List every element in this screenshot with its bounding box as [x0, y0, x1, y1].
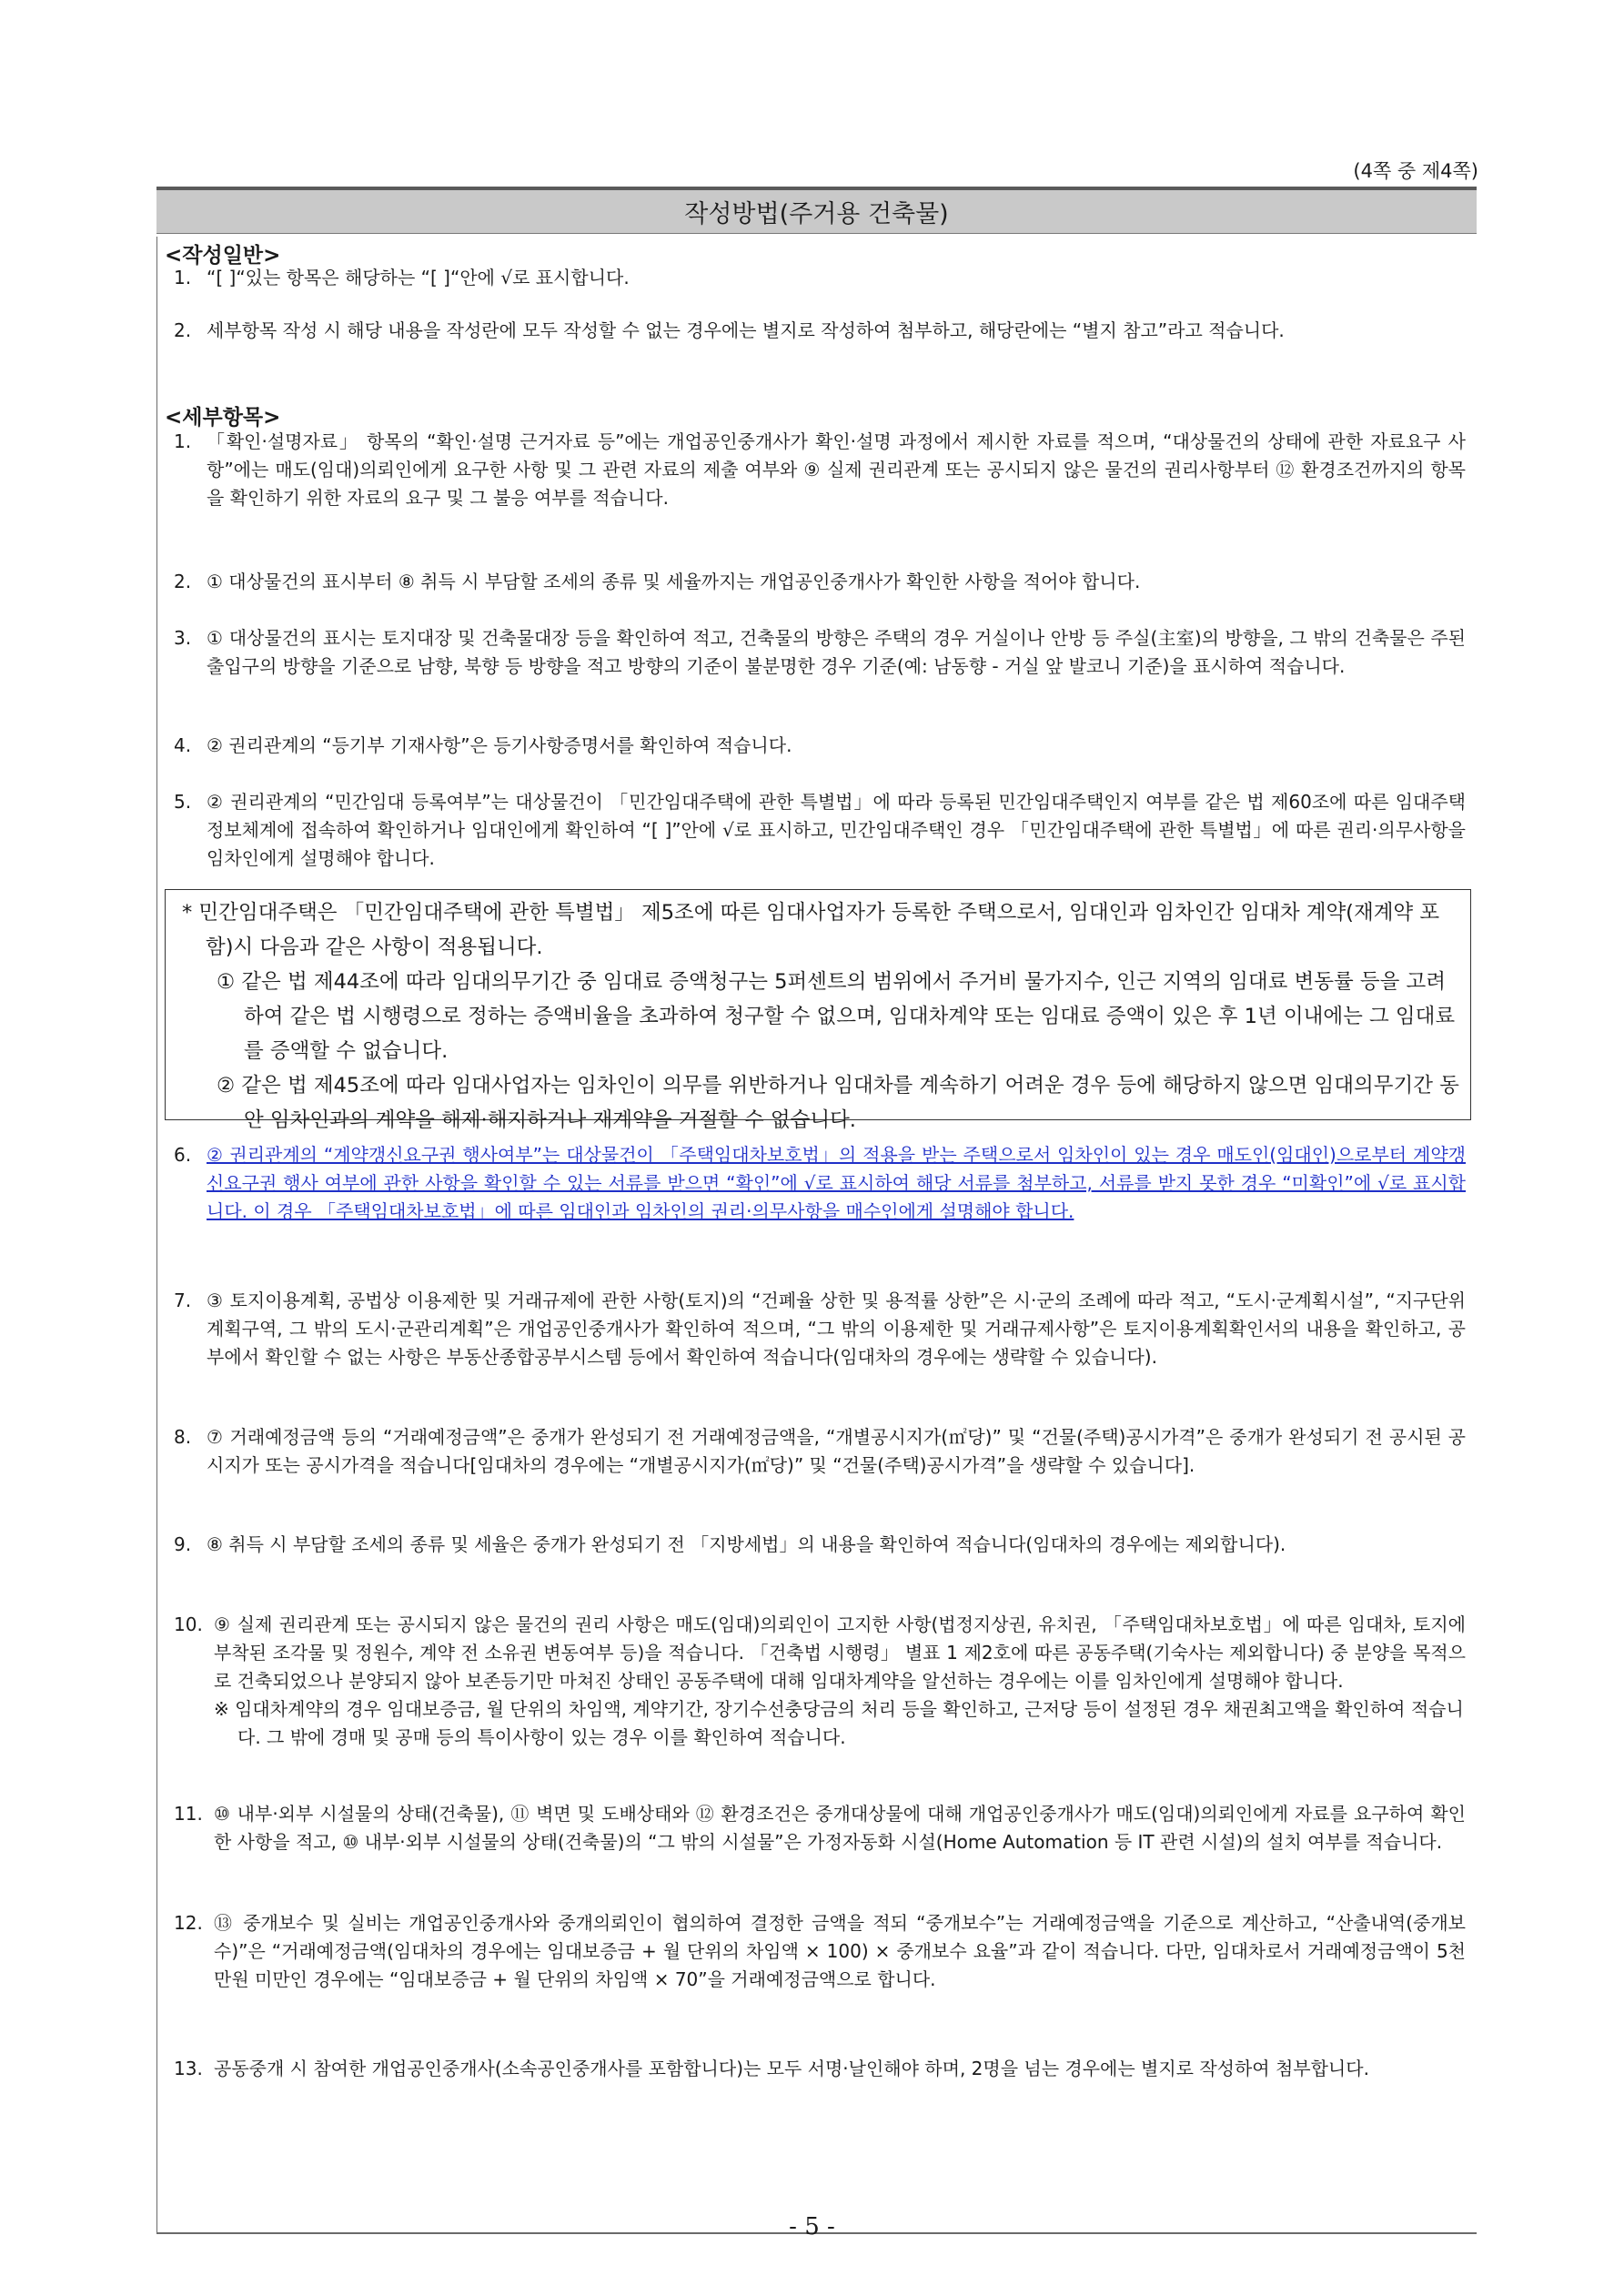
- item-text-link[interactable]: ② 권리관계의 “계약갱신요구권 행사여부”는 대상물건이 「주택임대차보호법」의 적용을 받는 주택으로서 임차인이 있는 경우 매도인(임대인)으로부터 계약갱신요구권 행사 여부에 관한 사항을 확인할 수 있는 서류를 받으면 “확인”에 √로 표시하여 해당 서류를 첨부하고, 서류를 받지 못한 경우 “미확인”에 √로 표시합니다. 이 경우 「주택임대차보호법」에 따른 임대인과 임차인의 권리·의무사항을 매수인에게 설명해야 합니다.: [207, 1144, 1466, 1222]
- item-text: ① 대상물건의 표시부터 ⑧ 취득 시 부담할 조세의 종류 및 세율까지는 개업공인중개사가 확인한 사항을 적어야 합니다.: [207, 571, 1141, 592]
- item-note: ※ 임대차계약의 경우 임대보증금, 월 단위의 차임액, 계약기간, 장기수선충당금의 처리 등을 확인하고, 근저당 등이 설정된 경우 채권최고액을 확인하여 적습니다. 그 밖에 경매 및 공매 등의 특이사항이 있는 경우 이를 확인하여 적습니다.: [214, 1698, 1464, 1748]
- item-number: 13.: [174, 2058, 203, 2079]
- item-text: ① 대상물건의 표시는 토지대장 및 건축물대장 등을 확인하여 적고, 건축물의 방향은 주택의 경우 거실이나 안방 등 주실(主室)의 방향을, 그 밖의 건축물은 주된 출입구의 방향을 기준으로 남향, 북향 등 방향을 적고 방향의 기준이 불분명한 경우 기준(예: 남동향 - 거실 앞 발코니 기준)을 표시하여 적습니다.: [207, 627, 1466, 677]
- item-text: ⑨ 실제 권리관계 또는 공시되지 않은 물건의 권리 사항은 매도(임대)의뢰인이 고지한 사항(법정지상권, 유치권, 「주택임대차보호법」에 따른 임대차, 토지에 부착된 조각물 및 정원수, 계약 전 소유권 변동여부 등)을 적습니다. 「건축법 시행령」 별표 1 제2호에 따른 공동주택(기숙사는 제외합니다) 중 분양을 목적으로 건축되었으나 분양되지 않아 보존등기만 마쳐진 상태인 공동주택에 대해 임대차계약을 알선하는 경우에는 이를 임차인에게 설명해야 합니다.: [214, 1613, 1466, 1692]
- item-number: 3.: [174, 627, 192, 649]
- item-number: 1.: [174, 430, 192, 452]
- detail-item-7: [174, 1287, 1466, 1371]
- detail-heading: <세부항목>: [165, 406, 281, 430]
- item-text: ⑦ 거래예정금액 등의 “거래예정금액”은 중개가 완성되기 전 거래예정금액을, “개별공시지가(㎡당)” 및 “건물(주택)공시가격”은 중개가 완성되기 전 공시된 공시지가 또는 공시가격을 적습니다[임대차의 경우에는 “개별공시지가(㎡당)” 및 “건물(주택)공시가격”을 생략할 수 있습니다].: [207, 1426, 1466, 1476]
- rental-housing-notice-box: [165, 889, 1471, 1132]
- item-text: 세부항목 작성 시 해당 내용을 작성란에 모두 작성할 수 없는 경우에는 별지로 작성하여 첨부하고, 해당란에는 “별지 참고”라고 적습니다.: [207, 319, 1285, 341]
- item-text: ⑬ 중개보수 및 실비는 개업공인중개사와 중개의뢰인이 협의하여 결정한 금액을 적되 “중개보수”는 거래예정금액을 기준으로 계산하고, “산출내역(중개보수)”은 “거래예정금액(임대차의 경우에는 임대보증금 + 월 단위의 차임액 × 100) × 중개보수 요율”과 같이 적습니다. 다만, 임대차로서 거래예정금액이 5천만원 미만인 경우에는 “임대보증금 + 월 단위의 차임액 × 70”을 거래예정금액으로 합니다.: [214, 1912, 1466, 1990]
- item-text: 공동중개 시 참여한 개업공인중개사(소속공인중개사를 포함합니다)는 모두 서명·날인해야 하며, 2명을 넘는 경우에는 별지로 작성하여 첨부합니다.: [214, 2058, 1369, 2079]
- notice-point: ② 같은 법 제45조에 따라 임대사업자는 임차인이 의무를 위반하거나 임대차를 계속하기 어려운 경우 등에 해당하지 않으면 임대의무기간 동안 임차인과의 계약을 해제·해지하거나 재계약을 거절할 수 없습니다.: [217, 1074, 1459, 1132]
- item-number: 6.: [174, 1144, 192, 1166]
- notice-point: ① 같은 법 제44조에 따라 임대의무기간 중 임대료 증액청구는 5퍼센트의 범위에서 주거비 물가지수, 인근 지역의 임대료 변동률 등을 고려하여 같은 법 시행령으로 정하는 증액비율을 초과하여 청구할 수 없으며, 임대차계약 또는 임대료 증액이 있은 후 1년 이내에는 그 임대료를 증액할 수 없습니다.: [217, 970, 1456, 1063]
- detail-item-6: [174, 1141, 1466, 1226]
- item-number: 12.: [174, 1912, 203, 1934]
- document-body: [156, 237, 1477, 2234]
- detail-item-10: [174, 1611, 1466, 1752]
- detail-item-1: [174, 428, 1466, 512]
- item-text: ③ 토지이용계획, 공법상 이용제한 및 거래규제에 관한 사항(토지)의 “건폐율 상한 및 용적률 상한”은 시·군의 조례에 따라 적고, “도시·군계획시설”, “지구단위계획구역, 그 밖의 도시·군관리계획”은 개업공인중개사가 확인하여 적으며, “그 밖의 이용제한 및 거래규제사항”은 토지이용계획확인서의 내용을 확인하고, 공부에서 확인할 수 없는 사항은 부동산종합공부시스템 등에서 확인하여 적습니다(임대차의 경우에는 생략할 수 있습니다).: [207, 1290, 1466, 1368]
- page-indicator: (4쪽 중 제4쪽): [1353, 160, 1478, 182]
- detail-item-13: [174, 2055, 1466, 2083]
- item-number: 1.: [174, 267, 192, 288]
- item-text: ② 권리관계의 “민간임대 등록여부”는 대상물건이 「민간임대주택에 관한 특별법」에 따라 등록된 민간임대주택인지 여부를 같은 법 제60조에 따른 임대주택정보체계에 접속하여 확인하거나 임대인에게 확인하여 “[ ]”안에 √로 표시하고, 민간임대주택인 경우 「민간임대주택에 관한 특별법」에 따른 권리·의무사항을 임차인에게 설명해야 합니다.: [207, 791, 1466, 869]
- item-text: ② 권리관계의 “등기부 기재사항”은 등기사항증명서를 확인하여 적습니다.: [207, 734, 792, 756]
- item-text: ⑧ 취득 시 부담할 조세의 종류 및 세율은 중개가 완성되기 전 「지방세법」의 내용을 확인하여 적습니다(임대차의 경우에는 제외합니다).: [207, 1533, 1286, 1555]
- page-number: - 5 -: [789, 2213, 835, 2240]
- item-text: 「확인·설명자료」 항목의 “확인·설명 근거자료 등”에는 개업공인중개사가 확인·설명 과정에서 제시한 자료를 적으며, “대상물건의 상태에 관한 자료요구 사항”에는 매도(임대)의뢰인에게 요구한 사항 및 그 관련 자료의 제출 여부와 ⑨ 실제 권리관계 또는 공시되지 않은 물건의 권리사항부터 ⑫ 환경조건까지의 항목을 확인하기 위한 자료의 요구 및 그 불응 여부를 적습니다.: [207, 430, 1466, 509]
- item-text: “[ ]“있는 항목은 해당하는 “[ ]“안에 √로 표시합니다.: [207, 267, 630, 288]
- notice-intro: * 민간임대주택은 「민간임대주택에 관한 특별법」 제5조에 따른 임대사업자가 등록한 주택으로서, 임대인과 임차인간 임대차 계약(재계약 포함)시 다음과 같은 사항이 적용됩니다.: [182, 901, 1440, 959]
- document-title-bar: [156, 187, 1477, 234]
- detail-item-2: [174, 568, 1466, 596]
- document-title: 작성방법(주거용 건축물): [684, 200, 949, 228]
- detail-item-8: [174, 1423, 1466, 1480]
- item-number: 10.: [174, 1613, 203, 1635]
- general-item-1: [174, 264, 1466, 292]
- item-number: 9.: [174, 1533, 192, 1555]
- detail-item-9: [174, 1531, 1466, 1559]
- item-number: 5.: [174, 791, 192, 813]
- item-number: 4.: [174, 734, 192, 756]
- detail-item-5: [174, 788, 1466, 873]
- item-number: 7.: [174, 1290, 192, 1311]
- detail-item-4: [174, 732, 1466, 760]
- detail-item-12: [174, 1909, 1466, 1994]
- general-heading: <작성일반>: [165, 244, 281, 268]
- item-number: 2.: [174, 319, 192, 341]
- item-number: 8.: [174, 1426, 192, 1448]
- detail-item-3: [174, 624, 1466, 681]
- item-number: 11.: [174, 1803, 203, 1825]
- item-text: ⑩ 내부·외부 시설물의 상태(건축물), ⑪ 벽면 및 도배상태와 ⑫ 환경조건은 중개대상물에 대해 개업공인중개사가 매도(임대)의뢰인에게 자료를 요구하여 확인한 사항을 적고, ⑩ 내부·외부 시설물의 상태(건축물)의 “그 밖의 시설물”은 가정자동화 시설(Home Automation 등 IT 관련 시설)의 설치 여부를 적습니다.: [214, 1803, 1466, 1853]
- detail-item-11: [174, 1800, 1466, 1856]
- general-item-2: [174, 317, 1466, 345]
- item-number: 2.: [174, 571, 192, 592]
